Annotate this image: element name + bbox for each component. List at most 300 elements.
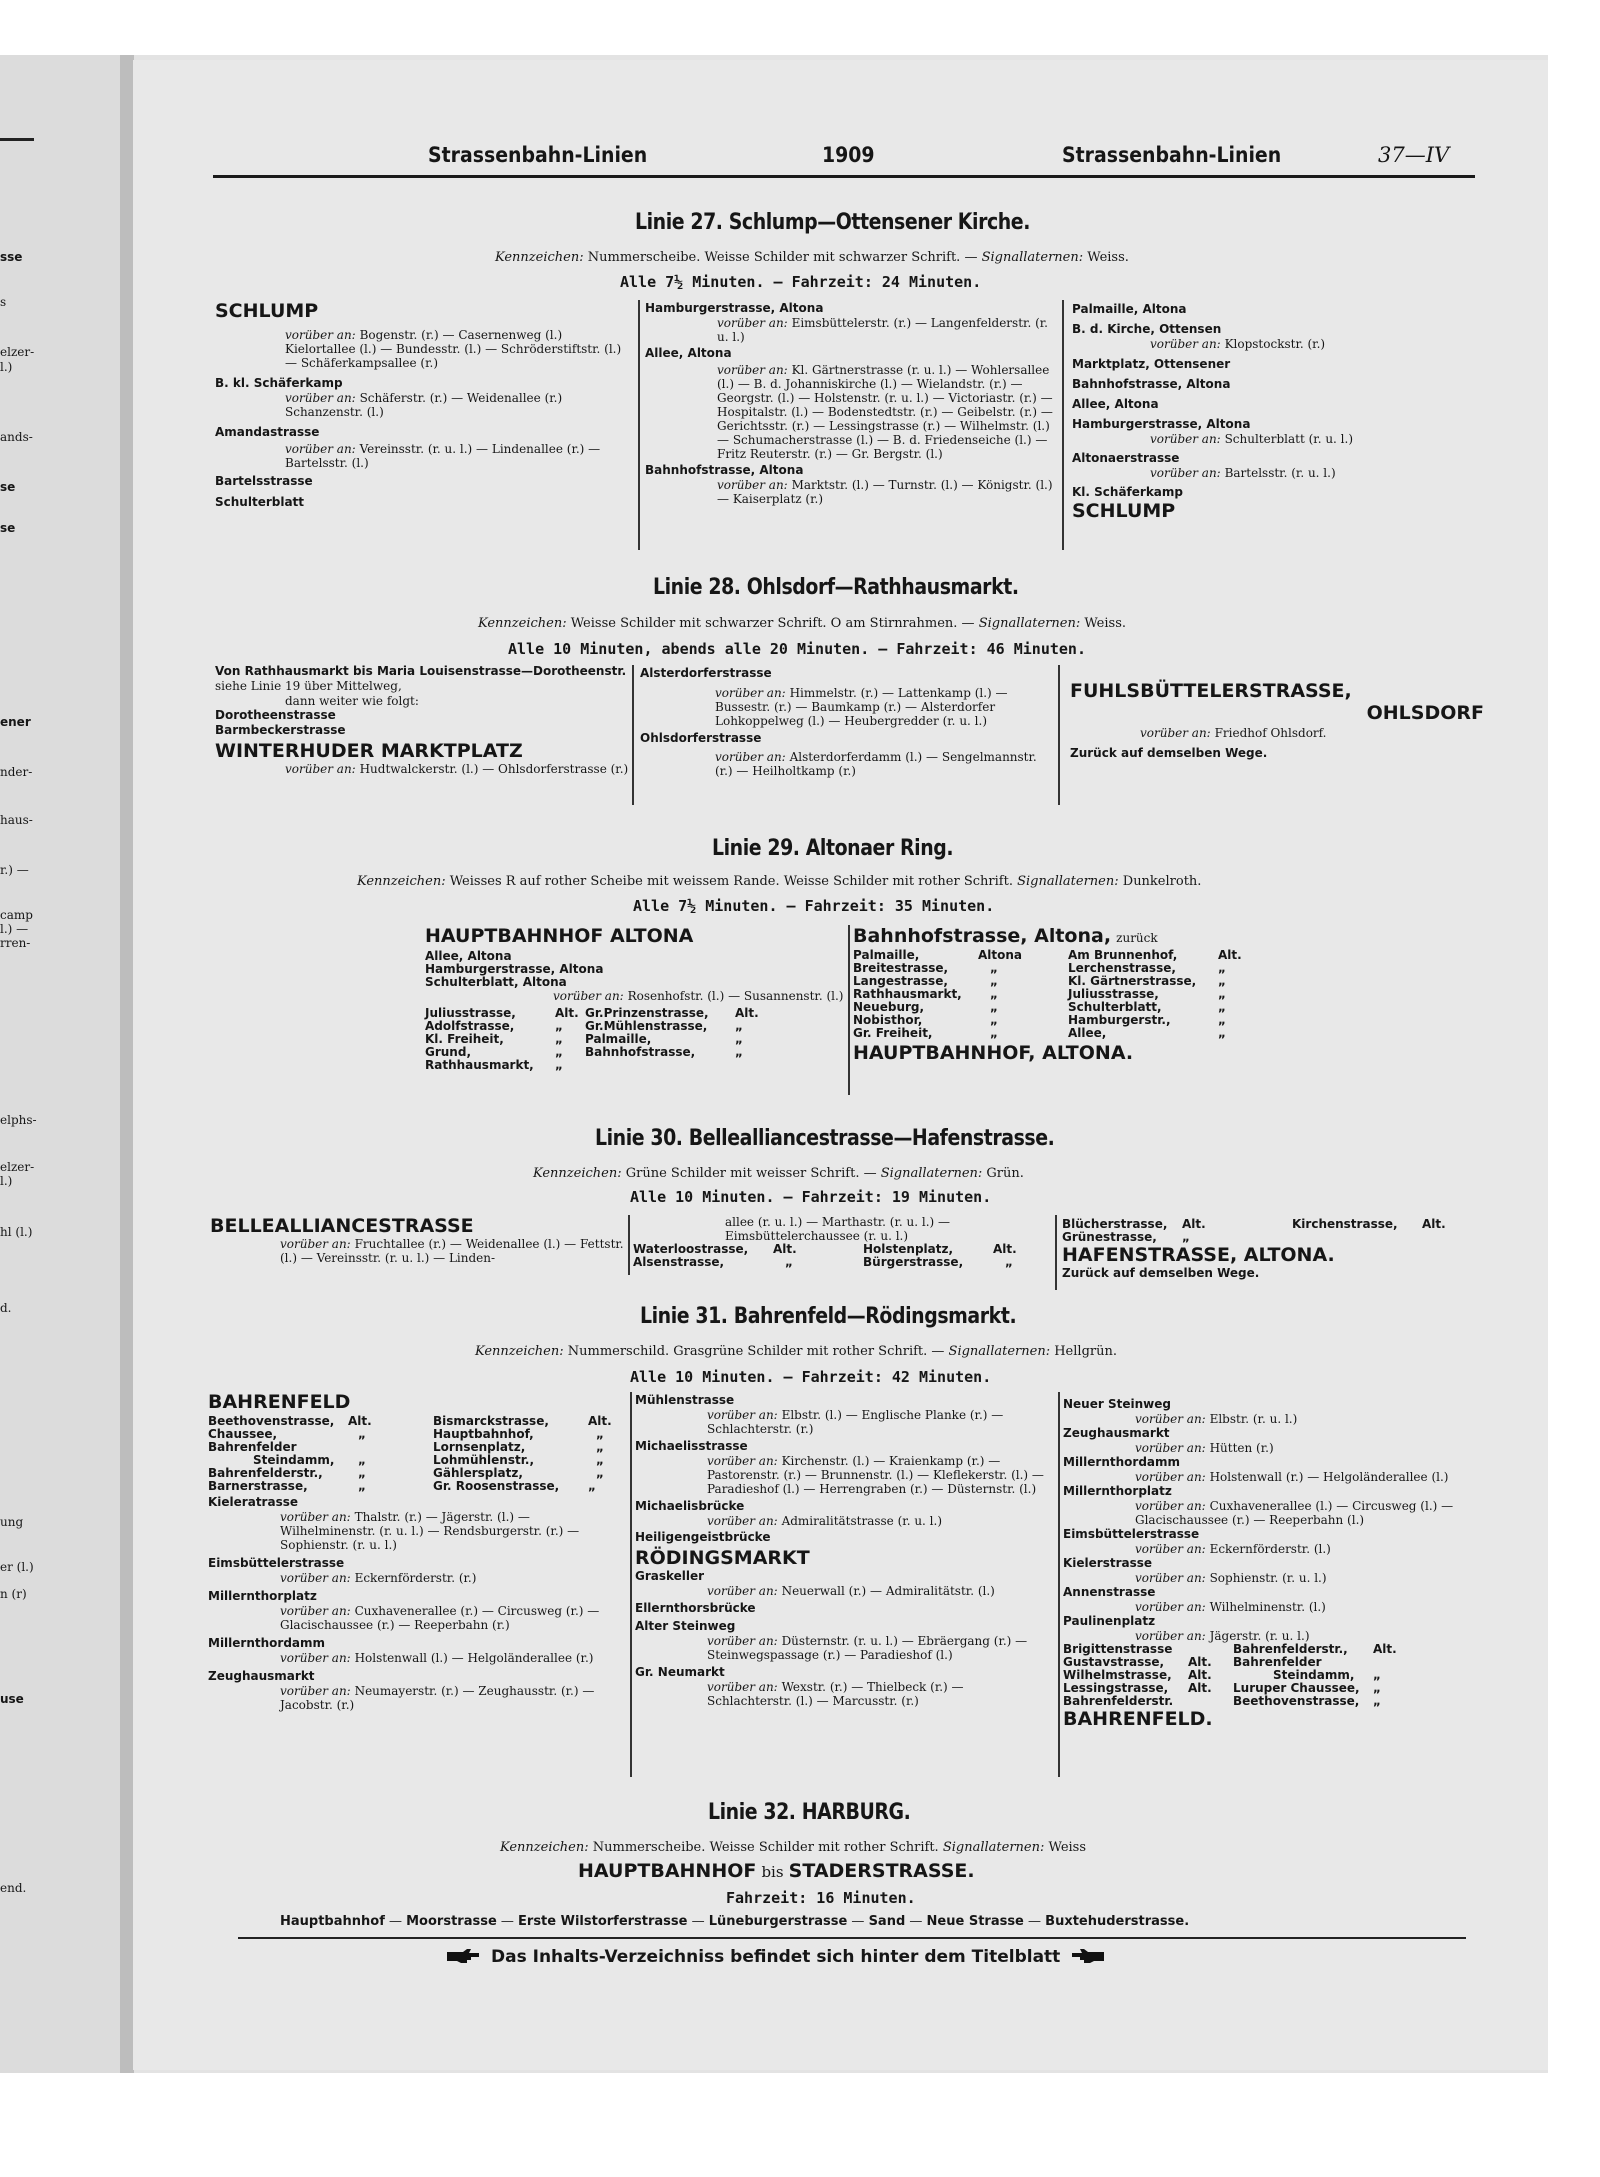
station: Ellernthorsbrücke (635, 1601, 756, 1615)
vorueber-label: vorüber an: (717, 478, 788, 492)
linie-32-stops: Hauptbahnhof — Moorstrasse — Erste Wilstorferstrasse — Lüneburgerstrasse — Sand — Neue Strasse — Buxtehuderstrasse. (280, 1914, 1190, 1929)
station: Hamburgerstrasse, Altona (1072, 417, 1251, 431)
ditto: „ (555, 1019, 563, 1033)
station: Bismarckstrasse, (433, 1414, 549, 1428)
sig-text: Grün. (986, 1166, 1024, 1181)
ditto: „ (1373, 1694, 1381, 1708)
header-right: Strassenbahn-Linien (1062, 143, 1282, 167)
station: Altonaerstrasse (1072, 451, 1180, 465)
station: Beethovenstrasse, (1233, 1694, 1360, 1708)
station: Brigittenstrasse (1063, 1642, 1173, 1656)
ditto: „ (990, 987, 998, 1001)
station: Rathhausmarkt, (853, 987, 962, 1001)
linie-30-col1 (210, 1215, 630, 1265)
station: Neueburg, (853, 1000, 925, 1014)
left-rule (0, 138, 34, 141)
passing-text: Cuxhavenerallee (r.) — Circusweg (r.) — Glacischaussee (r.) — Reeperbahn (r.) (280, 1604, 600, 1632)
station: Luruper Chaussee, (1233, 1681, 1360, 1695)
kenn-label: Kennzeichen: (495, 250, 584, 265)
station: Bahrenfelderstr., (208, 1466, 323, 1480)
station-terminus: BAHRENFELD. (1063, 1708, 1213, 1730)
kenn-text: Nummerschild. Grasgrüne Schilder mit rother Schrift. — (567, 1344, 945, 1359)
column-divider (1055, 1215, 1057, 1290)
passing-streets (1135, 1600, 1483, 1614)
passing-text: Elbstr. (l.) — Englische Planke (r.) — Schlachterstr. (r.) (707, 1408, 1004, 1436)
vorueber-label: vorüber an: (707, 1408, 778, 1422)
station: Eimsbüttelerstrasse (208, 1556, 345, 1570)
station: Schulterblatt (215, 495, 305, 509)
return-head (853, 925, 1253, 947)
ditto: „ (1373, 1681, 1381, 1695)
linie-28-title: Linie 28. Ohlsdorf—Rathhausmarkt. (653, 575, 1019, 600)
station: Gr.Prinzenstrasse, (585, 1006, 709, 1020)
left-fragment: se (0, 521, 16, 535)
ditto: „ (990, 1000, 998, 1014)
sig-text: Dunkelroth. (1122, 874, 1202, 889)
station: Bahnhofstrasse, (585, 1045, 696, 1059)
station: Alsenstrasse, (633, 1255, 725, 1269)
vorueber-label: vorüber an: (1135, 1412, 1206, 1426)
station-terminus: HAFENSTRASSE, ALTONA. (1062, 1244, 1335, 1266)
sig-text: Hellgrün. (1054, 1344, 1117, 1359)
vorueber-label: vorüber an: (1135, 1629, 1206, 1643)
vorueber-label: vorüber an: (715, 750, 786, 764)
linie-29-col2 (853, 925, 1253, 1064)
ditto: „ (1218, 1000, 1226, 1014)
station: Bahrenfelderstr. (1063, 1694, 1174, 1708)
linie-31-frequency: Alle 10 Minuten. — Fahrzeit: 42 Minuten. (630, 1368, 992, 1386)
left-fragment: camp (0, 908, 33, 922)
vorueber-label: vorüber an: (717, 363, 788, 377)
station: Michaelisbrücke (635, 1499, 745, 1513)
ditto: „ (990, 1013, 998, 1027)
passing-streets (280, 1571, 625, 1585)
column-divider (1058, 1392, 1060, 1777)
ditto (735, 1059, 759, 1072)
left-fragment: n (r) (0, 1587, 27, 1601)
left-fragment: end. (0, 1881, 27, 1895)
left-fragment: ands- (0, 430, 33, 444)
station (1292, 1231, 1422, 1244)
footer-text: Das Inhalts-Verzeichniss befindet sich hinter dem Titelblatt (491, 1947, 1061, 1967)
ditto: „ (785, 1255, 793, 1269)
kenn-text: Nummerscheibe. Weisse Schilder mit schwarzer Schrift. — (587, 250, 978, 265)
linie-30-col2 (633, 1215, 1053, 1269)
station: Kirchenstrasse, (1292, 1217, 1398, 1231)
passing-text: Neumayerstr. (r.) — Zeughausstr. (r.) — Jacobstr. (r.) (280, 1684, 595, 1712)
passing-streets (1150, 466, 1472, 480)
passing-streets (707, 1680, 1052, 1708)
station: Barnerstrasse, (208, 1479, 308, 1493)
vorueber-label: vorüber an: (1135, 1600, 1206, 1614)
passing-streets (285, 328, 630, 370)
return-note: Zurück auf demselben Wege. (1062, 1266, 1260, 1280)
linie-29-col1 (425, 925, 845, 1072)
passing-streets (1135, 1542, 1483, 1556)
ditto: Alt. (588, 1414, 612, 1428)
kenn-text: Grüne Schilder mit weisser Schrift. — (625, 1166, 877, 1181)
linie-30-col3 (1062, 1218, 1482, 1281)
station-terminus: SCHLUMP (1072, 500, 1176, 522)
station: Gr. Roosenstrasse, (433, 1479, 560, 1493)
passing-text: Kirchenstr. (l.) — Kraienkamp (r.) — Pastorenstr. (r.) — Brunnenstr. (l.) — Kleflekerstr. (l.) — Paradieshof (l.) — Herrengraben (r.) — Düsternstr. (l.) (707, 1454, 1044, 1496)
passing-text: Schäferstr. (r.) — Weidenallee (r.) Schanzenstr. (l.) (285, 391, 563, 419)
stop: Moorstrasse (406, 1914, 497, 1929)
passing-text: Eckernförderstr. (l.) (1209, 1542, 1331, 1556)
ditto: „ (358, 1466, 366, 1480)
ditto: Alt. (1182, 1217, 1206, 1231)
ditto: „ (596, 1466, 604, 1480)
left-fragment: sse (0, 250, 23, 264)
station: Millernthordamm (1063, 1455, 1181, 1469)
station: Heiligengeistbrücke (635, 1530, 771, 1544)
vorueber-label: vorüber an: (285, 442, 356, 456)
ditto: „ (1218, 1013, 1226, 1027)
vorueber-label: vorüber an: (707, 1680, 778, 1694)
ditto: Alt. (773, 1242, 797, 1256)
station: Zeughausmarkt (208, 1669, 315, 1683)
station-row (1063, 1695, 1397, 1708)
station (585, 1059, 735, 1072)
left-fragment: l.) (0, 1174, 13, 1188)
vorueber-label: vorüber an: (280, 1237, 351, 1251)
column-divider (1062, 300, 1064, 550)
linie-32-route (578, 1860, 975, 1882)
station: Bahrenfelderstr., (1233, 1642, 1348, 1656)
vorueber-label: vorüber an: (715, 686, 786, 700)
left-fragment: d. (0, 1301, 12, 1315)
station-row (425, 1059, 759, 1072)
passing-text: Bogenstr. (r.) — Casernenweg (l.) Kielortallee (l.) — Bundesstr. (l.) — Schröderstiftstr. (l.) — Schäferkampsallee (r.) (285, 328, 622, 370)
passing-streets (280, 1651, 625, 1665)
station: Kl. Gärtnerstrasse, (1068, 974, 1197, 988)
station: Grünestrasse, (1062, 1230, 1157, 1244)
passing-text: Sophienstr. (r. u. l.) (1209, 1571, 1327, 1585)
left-fragment: elphs- (0, 1113, 37, 1127)
vorueber-label: vorüber an: (1135, 1470, 1206, 1484)
ditto: „ (555, 1045, 563, 1059)
sig-text: Weiss. (1087, 250, 1129, 265)
station-terminus: BAHRENFELD (208, 1391, 351, 1413)
ditto: „ (990, 1026, 998, 1040)
station: Gr.Mühlenstrasse, (585, 1019, 708, 1033)
vorueber-label: vorüber an: (1135, 1441, 1206, 1455)
ditto: „ (588, 1479, 596, 1493)
passing-text: Holstenwall (l.) — Helgoländerallee (r.) (354, 1651, 594, 1665)
vorueber-label: vorüber an: (553, 989, 624, 1003)
station-grid (1063, 1643, 1397, 1708)
passing-text: Cuxhavenerallee (l.) — Circusweg (l.) — Glacischaussee (r.) — Reeperbahn (l.) (1135, 1499, 1454, 1527)
station: Kieleratrasse (208, 1495, 298, 1509)
station: Schulterblatt, Altona (425, 975, 567, 989)
passing-streets (707, 1634, 1052, 1662)
kenn-label: Kennzeichen: (357, 874, 446, 889)
left-fragment: hl (l.) (0, 1225, 33, 1239)
station: Bürgerstrasse, (863, 1255, 964, 1269)
left-fragment: er (l.) (0, 1560, 34, 1574)
ditto: „ (1005, 1255, 1013, 1269)
left-page-strip (0, 55, 120, 2073)
station: Neuer Steinweg (1063, 1397, 1171, 1411)
station: Bahrenfelder (1233, 1655, 1322, 1669)
left-fragment: nder- (0, 765, 33, 779)
column-divider (632, 665, 634, 805)
station-row (853, 1027, 1242, 1040)
station: Bahrenfelder (208, 1440, 297, 1454)
vorueber-label: vorüber an: (280, 1684, 351, 1698)
station-grid (853, 949, 1242, 1040)
ditto: Alt. (348, 1414, 372, 1428)
station: Palmaille, Altona (1072, 302, 1187, 316)
passing-text: Kl. Gärtnerstrasse (r. u. l.) — Wohlersallee (l.) — B. d. Johanniskirche (l.) — Wielandstr. (r.) — Georgstr. (l.) — Holstenstr. (r. u. l.) — Victoriastr. (r.) — Hospitalstr. (l.) — Bodenstedtstr. (r.) — Geibelstr. (r.) — Gerichtsstr. (r.) — Lessingstrasse (r.) — Wilhelmstr. (l.) — Schumacherstrasse (l.) — B. d. Friedenseiche (l.) — Fritz Reuterstr. (r.) — Gr. Bergstr. (l.) (717, 363, 1053, 461)
station-major: FUHLSBÜTTELERSTRASSE, (1070, 680, 1352, 702)
linie-27-col1 (215, 300, 635, 545)
passing-streets (1135, 1571, 1483, 1585)
passing-text: allee (r. u. l.) — Marthastr. (r. u. l.) — Eimsbüttelerchaussee (r. u. l.) (725, 1215, 951, 1243)
station-terminus: OHLSDORF (1366, 702, 1484, 724)
station: Lornsenplatz, (433, 1440, 526, 1454)
passing-text: Friedhof Ohlsdorf. (1214, 726, 1327, 740)
book-gutter (120, 55, 134, 2073)
station: Juliusstrasse, (425, 1006, 516, 1020)
vorueber-label: vorüber an: (707, 1454, 778, 1468)
passing-streets (280, 1237, 630, 1265)
linie-29-title: Linie 29. Altonaer Ring. (712, 836, 954, 861)
bis-label: bis (761, 1863, 784, 1881)
vorueber-label: vorüber an: (1150, 466, 1221, 480)
vorueber-label: vorüber an: (280, 1571, 351, 1585)
passing-text: Marktstr. (l.) — Turnstr. (l.) — Königstr. (l.) — Kaiserplatz (r.) (717, 478, 1053, 506)
station: Amandastrasse (215, 425, 320, 439)
ditto: „ (1218, 974, 1226, 988)
sig-label: Signallaternen: (978, 616, 1081, 631)
station: B. d. Kirche, Ottensen (1072, 322, 1222, 336)
station-major: Bahnhofstrasse, Altona, (853, 925, 1112, 947)
station-terminus: HAUPTBAHNHOF ALTONA (425, 925, 694, 947)
header-left: Strassenbahn-Linien (428, 143, 648, 167)
kenn-label: Kennzeichen: (533, 1166, 622, 1181)
note-text: siehe Linie 19 über Mittelweg, (215, 679, 402, 693)
linie-30-kennzeichen (533, 1166, 1024, 1181)
passing-text: Eimsbüttelerstr. (r.) — Langenfelderstr. (r. u. l.) (717, 316, 1048, 344)
passing-text: Vereinsstr. (r. u. l.) — Lindenallee (r.) — Bartelsstr. (l.) (285, 442, 601, 470)
left-fragment: l.) (0, 360, 13, 374)
station: Zeughausmarkt (1063, 1426, 1170, 1440)
passing-text: Neuerwall (r.) — Admiralitätstr. (l.) (781, 1584, 995, 1598)
ditto: „ (1218, 1026, 1226, 1040)
ditto: Altona (978, 948, 1023, 962)
ditto: Alt. (735, 1006, 759, 1020)
vorueber-label: vorüber an: (1150, 432, 1221, 446)
linie-28-kennzeichen (478, 616, 1126, 631)
vorueber-label: vorüber an: (707, 1634, 778, 1648)
station: Allee, Altona (425, 949, 512, 963)
stop: Erste Wilstorferstrasse (518, 1914, 688, 1929)
station: Dorotheenstrasse (215, 708, 336, 722)
ditto: „ (555, 1058, 563, 1072)
vorueber-label: vorüber an: (707, 1514, 778, 1528)
ditto: „ (596, 1453, 604, 1467)
linie-30-frequency: Alle 10 Minuten. — Fahrzeit: 19 Minuten. (630, 1188, 992, 1206)
left-fragment: l.) — (0, 922, 29, 936)
sig-text: Weiss (1048, 1840, 1087, 1855)
station: Am Brunnenhof, (1068, 948, 1178, 962)
left-fragment: use (0, 1692, 24, 1706)
station-grid (1062, 1218, 1446, 1244)
passing-streets (715, 750, 1055, 778)
passing-text: Düsternstr. (r. u. l.) — Ebräergang (r.) — Steinwegspassage (r.) — Paradieshof (l.) (707, 1634, 1028, 1662)
header-rule (213, 175, 1475, 178)
left-fragment: ener (0, 715, 31, 729)
station: Chaussee, (208, 1427, 278, 1441)
station: Kielerstrasse (1063, 1556, 1153, 1570)
station: Kl. Schäferkamp (1072, 485, 1183, 499)
ditto: Alt. (1188, 1655, 1212, 1669)
vorueber-label: vorüber an: (1135, 1571, 1206, 1585)
column-divider (848, 925, 850, 1095)
linie-29-frequency: Alle 7½ Minuten. — Fahrzeit: 35 Minuten. (633, 897, 995, 915)
station: Lessingstrasse, (1063, 1681, 1169, 1695)
passing-text: Hudtwalckerstr. (l.) — Ohlsdorferstrasse (r.) (359, 762, 629, 776)
ditto: Alt. (1218, 948, 1242, 962)
linie-27-col2 (645, 301, 1060, 506)
kenn-text: Weisse Schilder mit schwarzer Schrift. O am Stirnrahmen. — (570, 616, 975, 631)
column-divider (630, 1392, 632, 1777)
passing-text: Thalstr. (r.) — Jägerstr. (l.) — Wilhelminenstr. (r. u. l.) — Rendsburgerstr. (r.) — Sophienstr. (r. u. l.) (280, 1510, 580, 1552)
linie-27-frequency: Alle 7½ Minuten. — Fahrzeit: 24 Minuten. (620, 273, 982, 291)
vorueber-label: vorüber an: (280, 1510, 351, 1524)
left-fragment: rren- (0, 936, 31, 950)
vorueber-label: vorüber an: (280, 1604, 351, 1618)
column-divider (1058, 665, 1060, 805)
ditto: Alt. (1188, 1681, 1212, 1695)
linie-32-fahrzeit: Fahrzeit: 16 Minuten. (726, 1889, 916, 1907)
passing-text: Jägerstr. (r. u. l.) (1209, 1629, 1310, 1643)
station-row (1062, 1231, 1446, 1244)
passing-text: Fruchtallee (r.) — Weidenallee (l.) — Fettstr. (l.) — Vereinsstr. (r. u. l.) — Linden- (280, 1237, 624, 1265)
linie-30-title: Linie 30. Bellealliancestrasse—Hafenstrasse. (595, 1126, 1055, 1151)
ditto: Alt. (1373, 1642, 1397, 1656)
vorueber-label: vorüber an: (1135, 1542, 1206, 1556)
passing-streets (553, 989, 845, 1003)
passing-text: Wexstr. (r.) — Thielbeck (r.) — Schlachterstr. (l.) — Marcusstr. (r.) (707, 1680, 964, 1708)
note-text: dann weiter wie folgt: (285, 694, 419, 708)
station-text: Von Rathhausmarkt bis Maria Louisenstrasse—Dorotheenstr. (215, 664, 627, 678)
station: Rathhausmarkt, (425, 1058, 534, 1072)
station: Lohmühlenstr., (433, 1453, 535, 1467)
station: Alsterdorferstrasse (640, 666, 772, 680)
passing-text: Holstenwall (r.) — Helgoländerallee (l.) (1209, 1470, 1449, 1484)
station-terminus: HAUPTBAHNHOF (578, 1860, 757, 1882)
station: Gählersplatz, (433, 1466, 523, 1480)
station: Gr. Freiheit, (853, 1026, 933, 1040)
sig-text: Weiss. (1084, 616, 1127, 631)
passing-text: Schulterblatt (r. u. l.) (1224, 432, 1354, 446)
linie-27-col3 (1072, 302, 1472, 522)
passing-text: Admiralitätstrasse (r. u. l.) (781, 1514, 943, 1528)
left-fragment: r.) — (0, 863, 29, 877)
vorueber-label: vorüber an: (285, 391, 356, 405)
station: Palmaille, (585, 1032, 652, 1046)
sig-label: Signallaternen: (880, 1166, 983, 1181)
station: Barmbeckerstrasse (215, 723, 346, 737)
vorueber-label: vorüber an: (717, 316, 788, 330)
ditto: „ (358, 1453, 366, 1467)
linie-31-col1 (208, 1391, 628, 1712)
left-fragment: elzer- (0, 1160, 35, 1174)
linie-31-col3 (1063, 1397, 1483, 1730)
station: Millernthordamm (208, 1636, 326, 1650)
linie-28-col1 (215, 664, 635, 776)
station: Allee, (1068, 1026, 1107, 1040)
station: Hauptbahnhof, (433, 1427, 534, 1441)
passing-streets (1135, 1412, 1483, 1426)
ditto: Alt. (555, 1006, 579, 1020)
station-major: WINTERHUDER MARKTPLATZ (215, 740, 523, 762)
passing-streets (285, 442, 630, 470)
station: Millernthorplatz (1063, 1484, 1172, 1498)
station: Bahnhofstrasse, Altona (645, 463, 804, 477)
passing-text: Rosenhofstr. (l.) — Susannenstr. (l.) (627, 989, 844, 1003)
ditto: Alt. (993, 1242, 1017, 1256)
station-terminus: BELLEALLIANCESTRASSE (210, 1215, 474, 1237)
station: Grund, (425, 1045, 472, 1059)
station: Beethovenstrasse, (208, 1414, 335, 1428)
station: Allee, Altona (1072, 397, 1159, 411)
column-divider (638, 300, 640, 550)
stop: Neue Strasse (926, 1914, 1024, 1929)
linie-28-col3 (1070, 680, 1488, 761)
station: Waterloostrasse, (633, 1242, 749, 1256)
passing-streets (707, 1408, 1052, 1436)
left-fragment: s (0, 295, 7, 309)
station-terminus: SCHLUMP (215, 300, 319, 322)
return-label: zurück (1116, 931, 1158, 945)
column-divider (628, 1215, 630, 1275)
station: Adolfstrasse, (425, 1019, 515, 1033)
footer-note (445, 1947, 1106, 1967)
station: Ohlsdorferstrasse (640, 731, 762, 745)
passing-streets (1135, 1499, 1475, 1527)
left-fragment: ung (0, 1515, 24, 1529)
station: Hamburgerstr., (1068, 1013, 1171, 1027)
station: Schulterblatt, (1068, 1000, 1162, 1014)
station: Marktplatz, Ottensener (1072, 357, 1231, 371)
passing-text: Alsterdorferdamm (l.) — Sengelmannstr. (r.) — Heilholtkamp (r.) (715, 750, 1037, 778)
linie-31-col2 (635, 1393, 1055, 1708)
station: Lerchenstrasse, (1068, 961, 1176, 975)
station-grid (425, 1007, 759, 1072)
ditto: „ (358, 1427, 366, 1441)
station: Gr. Neumarkt (635, 1665, 725, 1679)
passing-streets (280, 1684, 625, 1712)
station-grid (208, 1415, 612, 1493)
left-fragment: se (0, 480, 16, 494)
ditto: „ (1218, 987, 1226, 1001)
vorueber-label: vorüber an: (1140, 726, 1211, 740)
station-row (208, 1480, 612, 1493)
station: Paulinenplatz (1063, 1614, 1156, 1628)
passing-streets (280, 1604, 625, 1632)
station: Wilhelmstrasse, (1063, 1668, 1172, 1682)
station: Langestrasse, (853, 974, 948, 988)
ditto: „ (735, 1019, 743, 1033)
passing-streets (1135, 1629, 1483, 1643)
ditto: „ (596, 1440, 604, 1454)
vorueber-label: vorüber an: (1135, 1499, 1206, 1513)
vorueber-label: vorüber an: (285, 328, 356, 342)
station-terminus: HAUPTBAHNHOF, ALTONA. (853, 1042, 1134, 1064)
